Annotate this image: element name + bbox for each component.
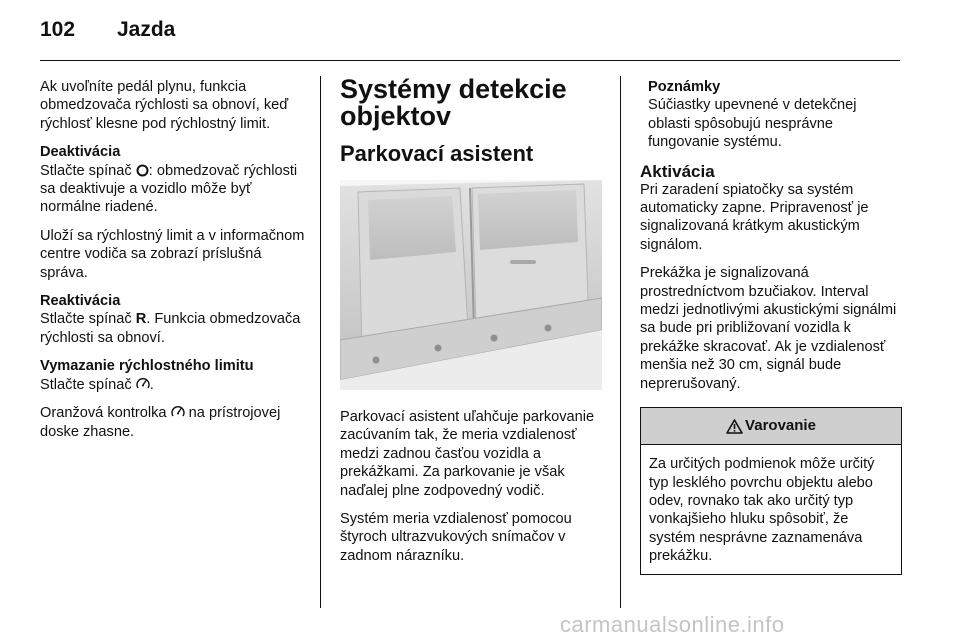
speed-limiter-icon <box>136 377 150 391</box>
page-number: 102 <box>40 18 76 41</box>
watermark: carmanualsonline.info <box>560 612 785 637</box>
warning-box <box>640 407 902 574</box>
column-divider-1 <box>320 76 321 608</box>
warning-title: Varovanie <box>745 416 816 434</box>
deactivation-paragraph: Stlačte spínač : obmedzovač rýchlosti sa deaktivuje a vozidlo môže byť normálne riadené. <box>40 162 298 216</box>
note-box <box>640 78 902 152</box>
note-text: Súčiastky upevnené v detekčnej oblasti spôsobujú nesprávne fungovanie systému. <box>648 97 857 151</box>
speed-limiter-icon <box>171 405 185 419</box>
deactivation-paragraph-2: Uloží sa rýchlostný limit a v informačnom centre vodiča sa zobrazí príslušná správa. <box>40 227 305 281</box>
intro-paragraph: Ak uvoľníte pedál plynu, funkcia obmedzovača rýchlosti sa obnoví, keď rýchlosť klesne pod rýchlostný limit. <box>40 79 289 132</box>
activation-paragraph-2: Prekážka je signalizovaná prostredníctvom bzučiakov. Interval medzi jednotlivými akustickými signálmi sa bude pri približovaní vozidla k prekážke skracovať. Ak je vzdialenosť menšia než 30 cm, signál bude neprerušovaný. <box>640 265 897 392</box>
note-heading: Poznámky <box>648 79 721 95</box>
warning-header <box>641 408 901 445</box>
van-rear-bumper-illustration <box>340 180 602 390</box>
parking-assist-paragraph-1: Parkovací asistent uľahčuje parkovanie zacúvaním tak, že meria vzdialenosť medzi zadnou časťou vozidla a prekážkami. Za parkovanie je však naďalej plne zodpovedný vodič. <box>340 409 595 499</box>
header-divider <box>40 60 900 61</box>
reactivation-paragraph: Stlačte spínač R. Funkcia obmedzovača rýchlosti sa obnoví. <box>40 311 301 346</box>
warning-triangle-icon <box>726 419 743 434</box>
clear-limit-heading: Vymazanie rýchlostného limitu <box>40 358 254 375</box>
indicator-paragraph: Oranžová kontrolka na prístrojovej doske zhasne. <box>40 405 281 440</box>
column-divider-2 <box>620 76 621 608</box>
activation-paragraph-1: Pri zaradení spiatočky sa systém automaticky zapne. Pripravenosť je signalizovaná krátkym akustickým signálom. <box>640 181 869 253</box>
warning-text: Za určitých podmienok môže určitý typ lesklého povrchu objektu alebo odev, rovnako tak ako určitý typ vonkajšieho hluku spôsobiť, že systém nesprávne zaznamenáva prekážku. <box>649 456 875 565</box>
chapter-title: Jazda <box>117 18 176 41</box>
reactivation-heading: Reaktivácia <box>40 293 121 310</box>
section-title: Systémy detekcie objektov <box>340 74 567 131</box>
reactivation-key: R <box>135 311 147 328</box>
parking-assist-paragraph-2: Systém meria vzdialenosť pomocou štyroch ultrazvukových snímačov v zadnom nárazníku. <box>340 511 572 564</box>
column-3 <box>640 78 902 575</box>
circle-o-icon <box>136 164 149 177</box>
column-2 <box>340 76 608 575</box>
column-1 <box>40 78 308 451</box>
subsection-title: Parkovací asistent <box>340 141 534 166</box>
deactivation-heading: Deaktivácia <box>40 144 121 161</box>
clear-limit-paragraph: Stlačte spínač . <box>40 376 154 393</box>
activation-heading: Aktivácia <box>640 161 715 181</box>
